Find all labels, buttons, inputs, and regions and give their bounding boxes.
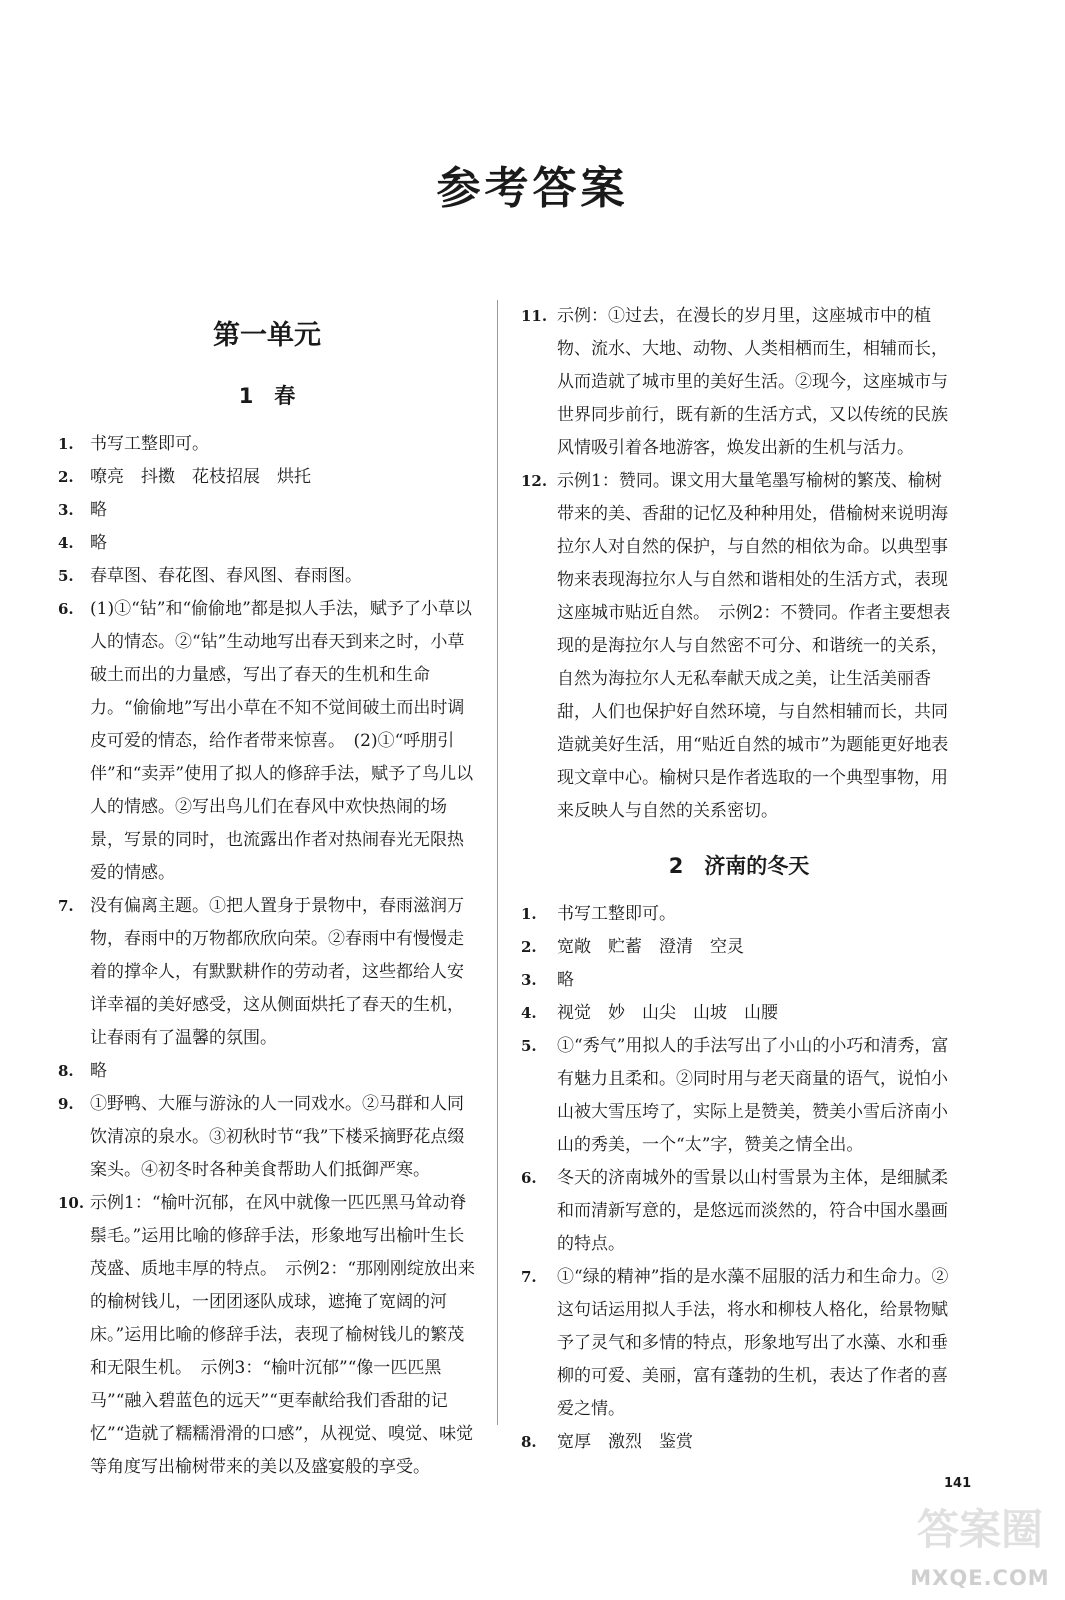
answer-item (521, 465, 957, 828)
answer-number: 1. (58, 435, 74, 453)
answer-item (521, 1426, 957, 1459)
answer-text: 嘹亮 抖擞 花枝招展 烘托 (90, 467, 311, 487)
answer-item (521, 1162, 957, 1261)
column-divider (497, 300, 498, 1425)
answer-number: 10. (58, 1194, 85, 1212)
page-title: 参考答案 (436, 163, 629, 214)
answer-number: 12. (521, 472, 548, 490)
answer-text: 视觉 妙 山尖 山坡 山腰 (557, 1003, 778, 1023)
answer-item (58, 1088, 476, 1187)
answer-text: 宽敞 贮蓄 澄清 空灵 (557, 937, 744, 957)
answer-text: 书写工整即可。 (90, 434, 209, 454)
answer-text: 宽厚 激烈 鉴赏 (557, 1432, 693, 1452)
answer-item (521, 931, 957, 964)
answer-number: 4. (521, 1004, 537, 1022)
lesson-heading-1: 1 春 (238, 384, 296, 408)
answer-item (58, 461, 476, 494)
answer-number: 9. (58, 1095, 74, 1113)
answer-text: 略 (557, 970, 574, 990)
answer-item (58, 428, 476, 461)
answer-item (521, 1030, 957, 1162)
answer-item (521, 964, 957, 997)
answer-item (521, 300, 957, 465)
watermark-logo: 答案圈 (916, 1505, 1043, 1554)
answer-number: 8. (521, 1433, 537, 1451)
answer-text: 略 (90, 500, 107, 520)
watermark (905, 1502, 1055, 1594)
answer-text: 春草图、春花图、春风图、春雨图。 (90, 566, 362, 586)
answer-number: 5. (521, 1037, 537, 1055)
answer-item (58, 494, 476, 527)
answer-text: 略 (90, 1061, 107, 1081)
answer-item (58, 890, 476, 1055)
answer-number: 4. (58, 534, 74, 552)
answer-number: 11. (521, 307, 548, 325)
lesson1-answer-list (58, 428, 476, 1484)
answer-item (58, 593, 476, 890)
answer-text: 示例：①过去，在漫长的岁月里，这座城市中的植物、流水、大地、动物、人类相栖而生，相辅而长，从而造就了城市里的美好生活。②现今，这座城市与世界同步前行，既有新的生活方式，又以传统的民族风情吸引着各地游客，焕发出新的生机与活力。 (557, 306, 948, 458)
answer-number: 3. (58, 501, 74, 519)
answer-text: ①野鸭、大雁与游泳的人一同戏水。②马群和人同饮清凉的泉水。③初秋时节“我”下楼采摘野花点缀案头。④初冬时各种美食帮助人们抵御严寒。 (90, 1094, 465, 1180)
answer-number: 5. (58, 567, 74, 585)
answer-text: 示例1：“榆叶沉郁，在风中就像一匹匹黑马耸动脊鬃毛。”运用比喻的修辞手法，形象地写出榆叶生长茂盛、质地丰厚的特点。 示例2：“那刚刚绽放出来的榆树钱儿，一团团逐队成球，遮掩了宽阔的河床。”运用比喻的修辞手法，表现了榆树钱儿的繁茂和无限生机。 示例3：“榆叶沉郁”“像一匹匹黑马”“融入碧蓝色的远天”“更奉献给我们香甜的记忆”“造就了糯糯滑滑的口感”，从视觉、嗅觉、味觉等角度写出榆树带来的美以及盛宴般的享受。 (90, 1193, 476, 1477)
answer-text: 略 (90, 533, 107, 553)
page-number: 141 (944, 1476, 972, 1491)
right-column (521, 300, 957, 1459)
answer-number: 3. (521, 971, 537, 989)
answer-number: 6. (58, 600, 74, 618)
unit-heading: 第一单元 (213, 320, 321, 351)
answer-text: 示例1：赞同。课文用大量笔墨写榆树的繁茂、榆树带来的美、香甜的记忆及种种用处，借榆树来说明海拉尔人对自然的保护，与自然的相依为命。以典型事物来表现海拉尔人与自然和谐相处的生活方式，表现这座城市贴近自然。 示例2：不赞同。作者主要想表现的是海拉尔人与自然密不可分、和谐统一的关系，自然为海拉尔人无私奉献天成之美，让生活美丽香甜，人们也保护好自然环境，与自然相辅而长，共同造就美好生活，用“贴近自然的城市”为题能更好地表现文章中心。榆树只是作者选取的一个典型事物，用来反映人与自然的关系密切。 (557, 471, 951, 821)
left-column (58, 300, 476, 1484)
answer-text: 冬天的济南城外的雪景以山村雪景为主体，是细腻柔和而清新写意的，是悠远而淡然的，符合中国水墨画的特点。 (557, 1168, 948, 1254)
answer-number: 1. (521, 905, 537, 923)
answer-text: 没有偏离主题。①把人置身于景物中，春雨滋润万物，春雨中的万物都欣欣向荣。②春雨中有慢慢走着的撑伞人，有默默耕作的劳动者，这些都给人安详幸福的美好感受，这从侧面烘托了春天的生机，让春雨有了温馨的氛围。 (90, 896, 464, 1048)
answer-item (58, 560, 476, 593)
answer-item (58, 1187, 476, 1484)
answer-item (521, 1261, 957, 1426)
answer-text: 书写工整即可。 (557, 904, 676, 924)
answer-item (58, 527, 476, 560)
answer-number: 7. (521, 1268, 537, 1286)
answer-number: 2. (521, 938, 537, 956)
answer-number: 8. (58, 1062, 74, 1080)
watermark-site: MXQE.COM (910, 1566, 1050, 1590)
lesson2-answer-list (521, 898, 957, 1459)
answer-item (521, 997, 957, 1030)
continued-answer-list (521, 300, 957, 828)
lesson-heading-2: 2 济南的冬天 (668, 854, 810, 878)
answer-text: ①“秀气”用拟人的手法写出了小山的小巧和清秀，富有魅力且柔和。②同时用与老天商量的语气，说怕小山被大雪压垮了，实际上是赞美，赞美小雪后济南小山的秀美，一个“太”字，赞美之情全出。 (557, 1036, 949, 1155)
answer-text: (1)①“钻”和“偷偷地”都是拟人手法，赋予了小草以人的情态。②“钻”生动地写出春天到来之时，小草破土而出的力量感，写出了春天的生机和生命力。“偷偷地”写出小草在不知不觉间破土而出时调皮可爱的情态，给作者带来惊喜。 (2)①“呼朋引伴”和“卖弄”使用了拟人的修辞手法，赋予了鸟儿以人的情感。②写出鸟儿们在春风中欢快热闹的场景，写景的同时，也流露出作者对热闹春光无限热爱的情感。 (90, 599, 474, 883)
answer-text: ①“绿的精神”指的是水藻不屈服的活力和生命力。②这句话运用拟人手法，将水和柳枝人格化，给景物赋予了灵气和多情的特点，形象地写出了水藻、水和垂柳的可爱、美丽，富有蓬勃的生机，表达了作者的喜爱之情。 (557, 1267, 949, 1419)
answer-number: 6. (521, 1169, 537, 1187)
answer-number: 7. (58, 897, 74, 915)
answer-item (521, 898, 957, 931)
answer-item (58, 1055, 476, 1088)
answer-number: 2. (58, 468, 74, 486)
